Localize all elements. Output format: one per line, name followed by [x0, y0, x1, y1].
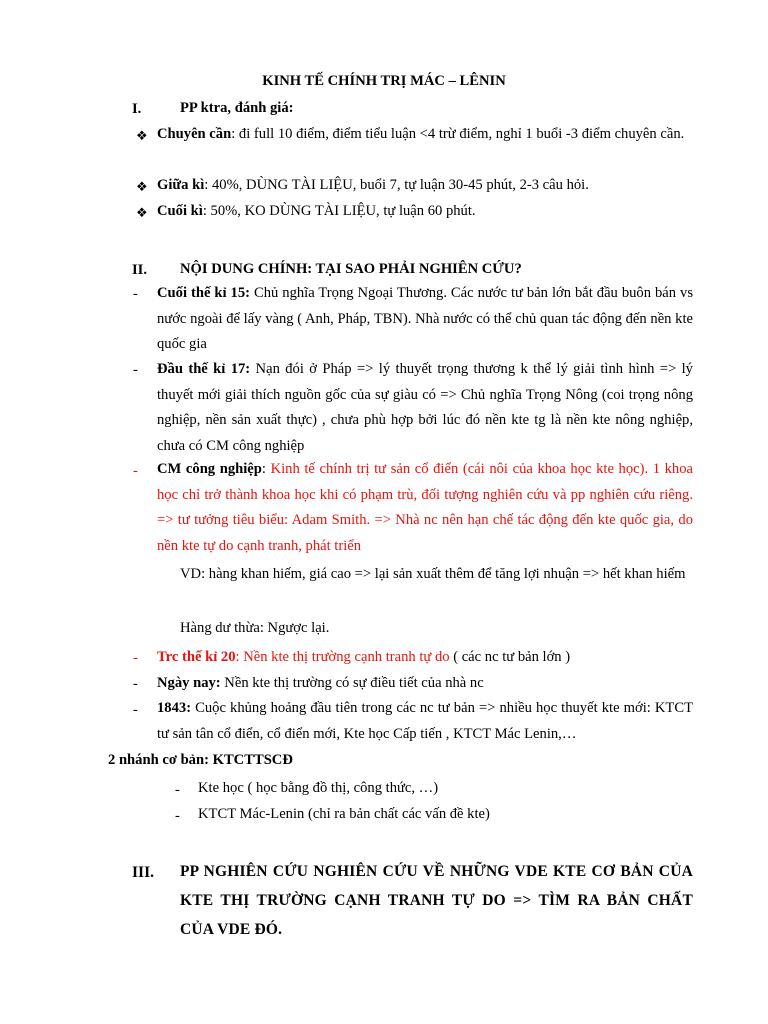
document-title: KINH TẾ CHÍNH TRỊ MÁC – LÊNIN: [262, 73, 506, 89]
section-3-heading: PP NGHIÊN CỨU NGHIÊN CỨU VỀ NHỮNG VDE KTE CƠ BẢN CỦA KTE THỊ TRƯỜNG CẠNH TRANH TỰ DO => TÌM RA BẢN CHẤT CỦA VDE ĐÓ.: [180, 863, 693, 938]
branches-heading: 2 nhánh cơ bản: KTCTTSCĐ: [108, 752, 293, 768]
list-item-17th-century: [157, 357, 693, 459]
item-text: Chủ nghĩa Trọng Ngoại Thương. Các nước tư bản lớn bắt đầu buôn bán vs nước ngoài để lấy vàng ( Anh, Pháp, TBN). Nhà nước có thể chủ quan tác động đến nền kte quốc gia: [157, 285, 693, 352]
section-2-number: II.: [132, 262, 148, 278]
item-text: Nạn đói ở Pháp => lý thuyết trọng thương k thể lý giải tình hình => lý thuyết mới giải thích nguồn gốc của sự giàu có => Chủ nghĩa Trọng Nông (coi trọng nông nghiệp, nền sản xuất thực) , chưa phù hợp bởi lúc đó nền kte tg là nền kte nông nghiệp, chưa có CM công nghiệp: [157, 361, 693, 454]
item-label: 1843:: [157, 700, 192, 716]
list-item-nowadays: [157, 671, 693, 697]
item-text: : 50%, KO DÙNG TÀI LIỆU, tự luận 60 phút.: [202, 203, 476, 219]
item-label: Ngày nay:: [157, 675, 221, 691]
dash-bullet: -: [133, 702, 138, 718]
item-text: : đi full 10 điểm, điểm tiểu luận <4 trừ điểm, nghỉ 1 buổi -3 điểm chuyên cần.: [231, 126, 685, 142]
dash-bullet: -: [175, 808, 180, 824]
item-label: Cuối thế kỉ 15:: [157, 285, 250, 301]
diamond-bullet-icon: ❖: [136, 179, 148, 194]
item-label: Cuối kì: [157, 203, 203, 219]
dash-bullet: -: [133, 362, 138, 378]
section-2-heading: NỘI DUNG CHÍNH: TẠI SAO PHẢI NGHIÊN CỨU?: [180, 261, 522, 277]
list-item-final: [157, 199, 693, 225]
section-3-number: III.: [132, 864, 154, 881]
list-item-1843: [157, 696, 693, 747]
item-label: Đầu thế kỉ 17:: [157, 361, 251, 377]
list-item-before-20th-century: [157, 645, 693, 671]
list-item-attendance: [157, 122, 693, 148]
item-text: ( các nc tư bản lớn ): [449, 649, 571, 665]
diamond-bullet-icon: ❖: [136, 205, 148, 220]
item-text: Cuộc khủng hoảng đầu tiên trong các nc tư bản => nhiều học thuyết kte mới: KTCT tư sản tân cổ điển, cổ điển mới, Kte học Cấp tiến , KTCT Mác Lenin,…: [157, 700, 693, 742]
list-item-industrial-revolution: [157, 457, 693, 559]
dash-bullet: -: [175, 782, 180, 798]
item-label: Giữa kì: [157, 177, 205, 193]
item-label: Trc thế kỉ 20: [157, 649, 236, 665]
list-item-midterm: [157, 173, 693, 199]
dash-bullet: -: [133, 286, 138, 302]
example-scarcity: VD: hàng khan hiếm, giá cao => lại sản xuất thêm để tăng lợi nhuận => hết khan hiếm: [180, 566, 686, 582]
item-text: Kinh tế chính trị tư sản cổ điển (cái nôi của khoa học kte học). 1 khoa học chỉ trở thành khoa học khi có phạm trù, đối tượng nghiên cứu và pp nghiên cứu riêng. => tư tưởng tiêu biểu: Adam Smith. => Nhà nc nên hạn chế tác động đến kte quốc gia, do nền kte tự do cạnh tranh, phát triển: [157, 461, 694, 554]
diamond-bullet-icon: ❖: [136, 128, 148, 143]
item-colon: :: [261, 461, 266, 477]
dash-bullet: -: [133, 463, 138, 479]
item-label: Chuyên cần: [157, 126, 232, 142]
item-text-red: : Nền kte thị trường cạnh tranh tự do: [235, 649, 450, 665]
item-label: CM công nghiệp: [157, 461, 262, 477]
list-item-15th-century: [157, 281, 693, 358]
example-surplus: Hàng dư thừa: Ngược lại.: [180, 620, 330, 636]
section-1-heading: PP ktra, đánh giá:: [180, 100, 294, 116]
item-text: : 40%, DÙNG TÀI LIỆU, buổi 7, tự luận 30-45 phút, 2-3 câu hỏi.: [204, 177, 589, 193]
dash-bullet: -: [133, 650, 138, 666]
section-1-number: I.: [132, 101, 142, 117]
dash-bullet: -: [133, 676, 138, 692]
branch-item-marxist: KTCT Mác-Lenin (chỉ ra bản chất các vấn đề kte): [198, 806, 490, 822]
branch-item-economics: Kte học ( học bằng đồ thị, công thức, …): [198, 780, 439, 796]
item-text: Nền kte thị trường có sự điều tiết của nhà nc: [220, 675, 484, 691]
